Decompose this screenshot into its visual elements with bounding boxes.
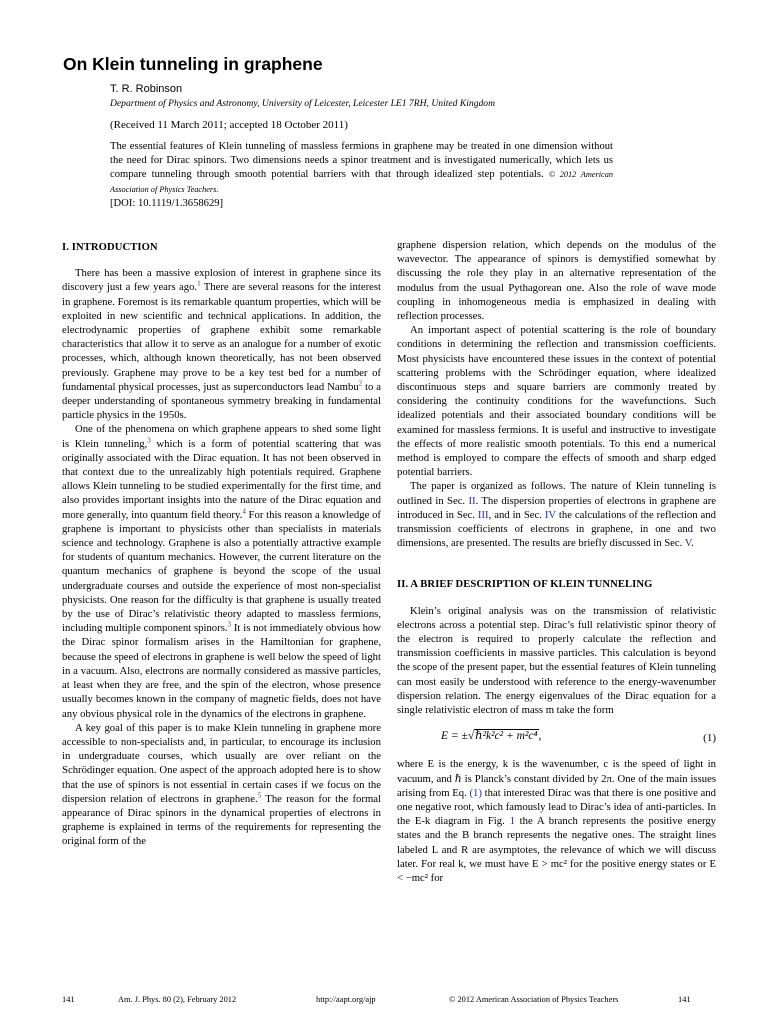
- section-link[interactable]: II: [468, 494, 476, 507]
- reference-link[interactable]: 4: [242, 507, 246, 516]
- section-link[interactable]: V: [684, 537, 692, 550]
- abstract-text: The essential features of Klein tunneling of massless fermions in graphene may be treated in one dimension without the need for Dirac spinors. Two dimensions needs a spinor treatment and is investigated numerically, which lets us compare tunneling through smooth potential barriers with that through idealized step potentials.: [110, 141, 613, 181]
- paragraph: A key goal of this paper is to make Klein tunneling in graphene more accessible to non-specialists and, in particular, to encourage its inclusion in undergraduate courses, which usually are over reliant on the Schrödinger equation. One aspect of the approach adopted here is to show that the use of spinors is not essential in certain cases if we focus on the dispersion relation of electrons in graphene.$^5$ The reason for the formal appearance of Dirac spinors in the dynamical properties of electrons in grapheme is explained in terms of the requirements for representing the original form of the: [62, 721, 381, 848]
- equation-link[interactable]: (1): [469, 786, 482, 799]
- doi-link[interactable]: [DOI: 10.1119/1.3658629]: [110, 197, 224, 209]
- author-affiliation: Department of Physics and Astronomy, University of Leicester, Leicester LE1 7RH, United Kingdom: [110, 98, 496, 109]
- paragraph: One of the phenomena on which graphene appears to shed some light is Klein tunneling,$^3$ which is a form of potential scattering that was originally associated with the Dirac equation. It has not been observed in that context due to the unrealizably high potentials required. Graphene allows Klein tunneling to be studied experimentally for the first time, and also provides important insights into the nature of the Dirac equation and more generally, into quantum field theory.$^4$ For this reason a knowledge of graphene is important to physicists other than specialists in materials science and technology. Graphene is also a potentially attractive example for students of quantum mechanics. However, the current literature on the quantum mechanics of graphene is beyond the scope of the usual undergraduate courses and outside the experience of most non-specialist physicists. One reason for the difficulty is that graphene is usually treated by the use of Dirac’s relativistic theory adapted to massless fermions, including multiple component spinors.$^3$ It is not immediately obvious how the Dirac spinor formalism arises in the Hamiltonian for graphene, because the speed of electrons in graphene is well below the speed of light in a vacuum. Also, electrons are normally considered as massive particles, at least when they are free, and the spin of the electron, whose presence usually becomes known in the company of magnetic fields, does not have any obvious physical role in the dynamics of the electrons in graphene.: [62, 423, 381, 720]
- reference-link[interactable]: 2: [358, 379, 363, 388]
- section-link[interactable]: III: [477, 508, 489, 521]
- section-heading-introduction: I. INTRODUCTION: [62, 242, 158, 253]
- reference-link[interactable]: 1: [197, 279, 201, 288]
- author-name: T. R. Robinson: [110, 83, 183, 95]
- left-column: [62, 241, 381, 849]
- right-column: [397, 238, 716, 885]
- paragraph: The paper is organized as follows. The nature of Klein tunneling is outlined in Sec. II. The dispersion properties of electrons in graphene are introduced in Sec. III, and in Sec. IV the calculations of the reflection and transmission coefficients of electrons in graphene, in one and two dimensions, are presented. The results are briefly discussed in Sec. V.: [397, 480, 717, 550]
- paragraph: where E is the energy, k is the wavenumber, c is the speed of light in vacuum, and ℏ is Planck’s constant divided by 2π. One of the main issues arising from Eq. (1) that interested Dirac was that there is one positive and one negative root, which famously lead to Dirac’s idea of anti-particles. In the E-k diagram in Fig. 1 the A branch represents the positive energy states and the B branch represents the negative ones. The straight lines labeled L and R are asymptotes, the relevance of which we will discuss later. For real k, we must have E > mc² for the positive energy states or E < −mc² for: [397, 758, 717, 884]
- received-dates: (Received 11 March 2011; accepted 18 October 2011): [110, 119, 348, 131]
- paragraph: graphene dispersion relation, which depends on the modulus of the wavevector. The appearance of spinors is demystified somewhat by discussing the role they play in an alternative representation of the modulus from the usual Pythagorean one. Also the role of wave mode coupling in inhomogeneous media is emphasized in dealing with reflection processes.: [397, 239, 716, 323]
- abstract: [110, 140, 613, 211]
- figure-link[interactable]: 1: [509, 815, 515, 828]
- paper-title: On Klein tunneling in graphene: [63, 54, 323, 74]
- reference-link[interactable]: 5: [257, 791, 262, 800]
- radicand: ℏ²k²c² + m²c⁴: [475, 730, 538, 743]
- journal-citation: Am. J. Phys. 80 (2), February 2012: [118, 995, 237, 1004]
- equation-number: (1): [703, 732, 716, 745]
- page-number-left: 141: [62, 995, 75, 1004]
- journal-url[interactable]: http://aapt.org/ajp: [316, 995, 376, 1004]
- footer-copyright: © 2012 American Association of Physics Teachers: [449, 995, 619, 1004]
- section-link[interactable]: IV: [544, 508, 556, 521]
- radical-sign: √: [467, 730, 475, 743]
- paragraph: An important aspect of potential scattering is the role of boundary conditions in determining the reflection and transmission coefficients. Most physicists have encountered these issues in the context of potential scattering problems with the Schrödinger equation, where idealized discontinuous steps and square barriers are commonly treated by considering the continuity conditions for the wavefunctions. Such idealized potentials and their associated boundary conditions will be examined for massless fermions. It is useful and instructive to investigate the effects of more realistic smooth potentials. To this end a numerical method is employed to compare the effects of smooth and sharp edged potential barriers.: [397, 324, 716, 479]
- reference-link[interactable]: 3: [147, 436, 151, 445]
- paragraph: There has been a massive explosion of interest in graphene since its discovery just a few years ago.$^1$ There are several reasons for the interest in graphene. Foremost is its remarkable quantum properties, which will be exploited in new scientific and technical applications. In addition, the electrodynamic properties of graphene exhibit some remarkable characteristics that allow it to serve as an analogue for a number of exotic processes, which, although known theoretically, has not been observed previously. Graphene may prove to be a key test bed for a number of fundamental physical processes, just as superconductors lead Nambu$^2$ to a deeper understanding of spontaneous symmetry breaking in fundamental particle physics in the 1950s.: [62, 267, 382, 422]
- section-heading-klein-tunneling: II. A BRIEF DESCRIPTION OF KLEIN TUNNELING: [397, 579, 653, 591]
- reference-link[interactable]: 3: [227, 620, 232, 629]
- equation-1: [397, 723, 716, 753]
- page-number-right: 141: [678, 995, 691, 1004]
- equation-body: E = ±√ℏ²k²c² + m²c⁴,: [441, 730, 542, 743]
- paragraph: Klein’s original analysis was on the transmission of relativistic electrons across a potential step. Dirac’s full relativistic spinor theory of the electron is required to properly calculate the reflection and transmission coefficients in massive particles. This calculation is beyond the scope of the present paper, but the essential features of Klein tunneling can most easily be understood with reference to the energy-wavenumber dispersion relation. The energy eigenvalues of the Dirac equation for a single relativistic electron of mass m take the form: [397, 604, 716, 717]
- abstract-copyright: © 2012 American Association of Physics Teachers.: [110, 170, 614, 194]
